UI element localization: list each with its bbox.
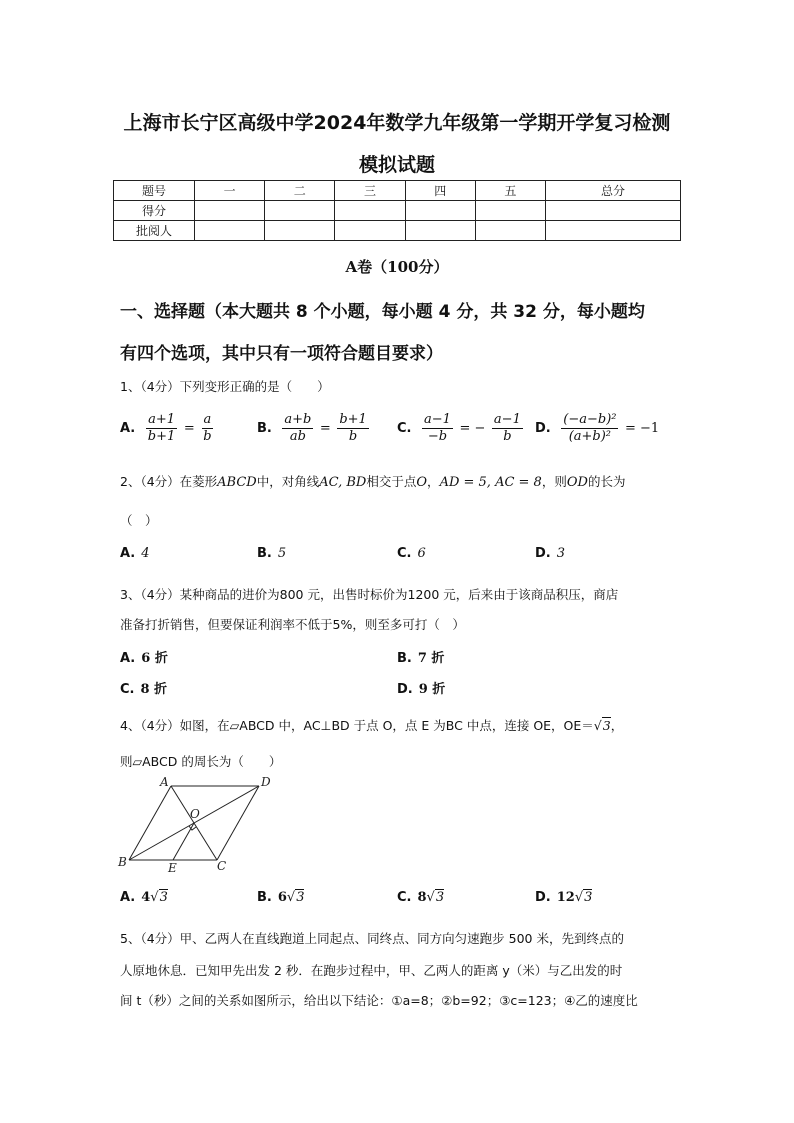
- q1-option-b: [257, 412, 369, 445]
- score-table: [113, 180, 681, 241]
- q4-option-d: [535, 890, 592, 905]
- text-run: 的长为: [587, 474, 626, 489]
- option-label: B.: [257, 421, 272, 436]
- score-cell: 四: [405, 181, 475, 201]
- numerator: a: [203, 412, 212, 427]
- radicand: 3: [159, 890, 168, 905]
- question-4-line2: 则▱ABCD 的周长为（ ）: [120, 754, 282, 769]
- q3-option-a: [120, 647, 168, 666]
- option-label: A.: [120, 890, 136, 905]
- option-label: C.: [397, 546, 412, 561]
- math-inline: AD = 5, AC = 8: [439, 475, 542, 490]
- question-2-stem: [120, 472, 625, 490]
- score-cell: [405, 201, 475, 221]
- score-table-row: [114, 201, 681, 221]
- section-heading-line1: 一、选择题（本大题共 8 个小题，每小题 4 分，共 32 分，每小题均: [120, 302, 645, 322]
- q1-option-d: [535, 412, 661, 445]
- fraction: [337, 412, 369, 445]
- option-value: 5: [277, 546, 287, 561]
- denominator: b: [503, 429, 512, 444]
- q2-option-a: [120, 546, 150, 561]
- score-cell: [265, 201, 335, 221]
- math-inline: ABCD: [217, 475, 257, 490]
- score-cell: [195, 201, 265, 221]
- option-label: D.: [535, 546, 551, 561]
- math-operator: = −1: [625, 421, 660, 436]
- option-label: D.: [535, 421, 551, 436]
- label-c: C: [217, 859, 227, 873]
- coefficient: 8: [417, 890, 427, 905]
- option-text: 6 折: [141, 651, 168, 666]
- q2-option-d: [535, 546, 565, 561]
- q1-option-a: [120, 412, 214, 445]
- option-label: A.: [120, 651, 136, 666]
- denominator: b: [203, 429, 212, 444]
- score-cell: 一: [195, 181, 265, 201]
- radicand: 3: [296, 890, 305, 905]
- q3-option-c: [120, 678, 167, 697]
- score-cell: 题号: [114, 181, 195, 201]
- sqrt-expression: √3: [426, 890, 445, 905]
- numerator: a+b: [284, 412, 312, 427]
- coefficient: 4: [141, 890, 151, 905]
- score-cell: [265, 221, 335, 241]
- option-label: A.: [120, 546, 136, 561]
- score-cell: [475, 221, 545, 241]
- sqrt-expression: √3: [150, 890, 168, 905]
- math-operator: = −: [459, 421, 486, 436]
- text-run: ，: [610, 718, 624, 733]
- sqrt-expression: √3: [286, 890, 305, 905]
- score-table-row: [114, 221, 681, 241]
- q2-option-c: [397, 546, 426, 561]
- q3-option-b: [397, 647, 444, 666]
- text-run: ，则: [541, 474, 567, 489]
- question-3-line1: 3、（4分）某种商品的进价为800 元，出售时标价为1200 元，后来由于该商品积压，商店: [120, 587, 619, 602]
- question-5-line2: 人原地休息．已知甲先出发 2 秒．在跑步过程中，甲、乙两人的距离 y（米）与乙出发的时: [120, 963, 623, 978]
- question-4-line1: [120, 716, 623, 734]
- math-operator: =: [183, 421, 195, 436]
- question-1-stem: 1、（4分）下列变形正确的是（ ）: [120, 379, 330, 394]
- option-text: 7 折: [417, 651, 445, 666]
- option-text: 8 折: [140, 682, 168, 697]
- score-table-header-row: [114, 181, 681, 201]
- score-cell: 五: [475, 181, 545, 201]
- score-cell: [195, 221, 265, 241]
- denominator: (a+b)²: [568, 429, 612, 444]
- q1-option-c: [397, 412, 523, 445]
- score-row-label: 得分: [114, 201, 195, 221]
- q4-option-a: [120, 890, 168, 905]
- text-run: 2、（4分）在菱形: [120, 474, 218, 489]
- volume-heading: A卷（100分）: [345, 258, 449, 276]
- q4-option-b: [257, 890, 304, 905]
- score-cell: [546, 221, 681, 241]
- sqrt-expression: √3: [593, 718, 611, 733]
- fraction: [422, 412, 453, 445]
- numerator: a−1: [424, 412, 451, 427]
- score-cell: [405, 221, 475, 241]
- numerator: a+1: [148, 412, 175, 427]
- score-cell: [546, 201, 681, 221]
- exam-title-line2: 模拟试题: [358, 154, 435, 176]
- fraction: [492, 412, 523, 445]
- option-label: B.: [397, 651, 412, 666]
- option-label: D.: [535, 890, 551, 905]
- question-2-paren: （ ）: [120, 513, 158, 528]
- numerator: (−a−b)²: [563, 412, 617, 427]
- option-label: A.: [120, 421, 136, 436]
- option-label: B.: [257, 890, 272, 905]
- denominator: b+1: [147, 429, 176, 444]
- q3-option-d: [397, 678, 445, 697]
- option-value: 6: [417, 546, 426, 561]
- numerator: a−1: [493, 412, 521, 427]
- score-cell: [335, 221, 405, 241]
- coefficient: 6: [277, 890, 287, 905]
- text-run: 中，对角线: [256, 474, 320, 489]
- label-a: A: [160, 775, 169, 789]
- fraction: [146, 412, 178, 445]
- radicand: 3: [602, 718, 611, 733]
- exam-title-line1: 上海市长宁区高级中学2024年数学九年级第一学期开学复习检测: [123, 112, 671, 134]
- sqrt-expression: √3: [574, 890, 593, 905]
- denominator: ab: [289, 429, 306, 444]
- question-5-line1: 5、（4分）甲、乙两人在直线跑道上同起点、同终点、同方向匀速跑步 500 米，先到终点的: [120, 931, 624, 946]
- coefficient: 12: [556, 890, 575, 905]
- math-operator: =: [319, 421, 331, 436]
- option-value: 4: [141, 546, 150, 561]
- fraction: [282, 412, 313, 445]
- text-run: 相交于点: [366, 474, 417, 489]
- question-3-line2: 准备打折销售，但要保证利润率不低于5%，则至多可打（ ）: [120, 617, 465, 632]
- side-dc: [217, 786, 259, 860]
- option-label: B.: [257, 546, 272, 561]
- math-inline: O: [416, 475, 428, 490]
- score-cell: 总分: [546, 181, 681, 201]
- option-label: D.: [397, 682, 413, 697]
- fraction: [561, 412, 618, 445]
- option-value: 3: [556, 546, 566, 561]
- option-text: 9 折: [418, 682, 446, 697]
- parallelogram-figure: [114, 774, 284, 874]
- option-label: C.: [120, 682, 135, 697]
- label-b: B: [118, 855, 127, 869]
- option-label: C.: [397, 890, 412, 905]
- score-row-label: 批阅人: [114, 221, 195, 241]
- denominator: b: [348, 429, 358, 444]
- label-o: O: [190, 807, 200, 821]
- text-run: 4、（4分）如图，在▱ABCD 中，AC⊥BD 于点 O，点 E 为BC 中点，连接 OE，OE＝: [120, 718, 594, 733]
- score-cell: [475, 201, 545, 221]
- label-d: D: [261, 775, 271, 789]
- q4-option-c: [397, 890, 444, 905]
- denominator: −b: [427, 429, 448, 444]
- label-e: E: [168, 861, 177, 874]
- fraction: [201, 412, 213, 445]
- option-label: C.: [397, 421, 412, 436]
- radicand: 3: [584, 890, 593, 905]
- math-inline: OD: [566, 475, 588, 490]
- score-cell: [335, 201, 405, 221]
- score-cell: 三: [335, 181, 405, 201]
- q2-option-b: [257, 546, 286, 561]
- radicand: 3: [435, 890, 445, 905]
- side-ab: [129, 786, 171, 860]
- section-heading-line2: 有四个选项，其中只有一项符合题目要求）: [120, 344, 443, 364]
- question-5-line3: 间 t（秒）之间的关系如图所示，给出以下结论：①a=8；②b=92；③c=123；④乙的速度比: [120, 993, 638, 1008]
- numerator: b+1: [339, 412, 367, 427]
- text-run: ，: [427, 474, 440, 489]
- math-inline: AC, BD: [319, 475, 367, 490]
- score-cell: 二: [265, 181, 335, 201]
